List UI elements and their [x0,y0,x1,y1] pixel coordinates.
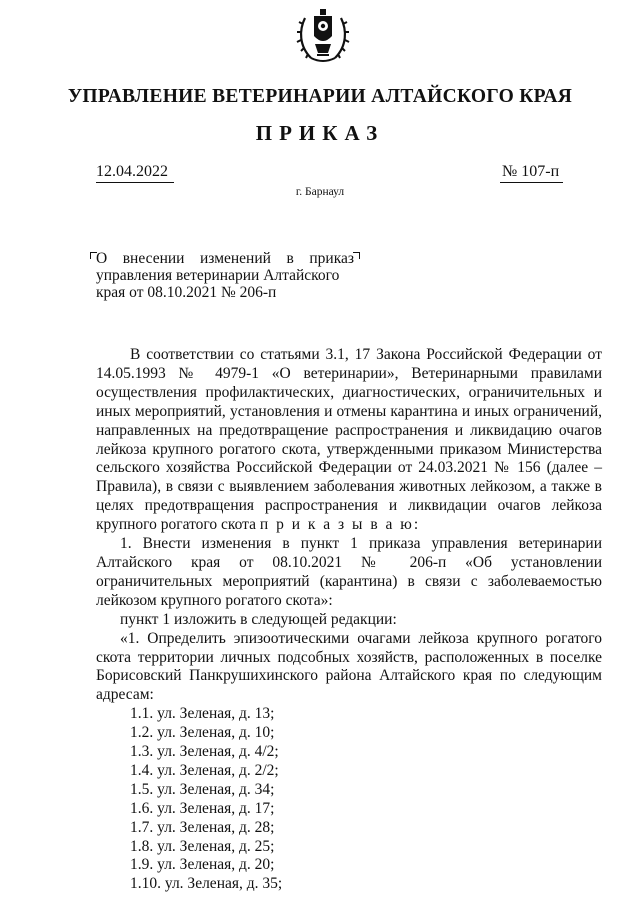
document-subject [96,250,354,301]
coat-of-arms-icon [295,6,351,66]
document-body [96,346,602,894]
list-item: 1.8. ул. Зеленая, д. 25; [130,837,275,855]
document-number: № 107-п [500,162,563,183]
order-word: п р и к а з ы в а ю: [259,516,421,534]
list-item: 1.3. ул. Зеленая, д. 4/2; [130,743,279,761]
list-item: 1.6. ул. Зеленая, д. 17; [130,799,275,817]
list-item: 1.2. ул. Зеленая, д. 10; [130,724,275,742]
document-date: 12.04.2022 [96,162,174,183]
subject-line: управления ветеринарии Алтайского [96,267,340,284]
subject-corner-left [90,252,97,259]
list-item: 1.1. ул. Зеленая, д. 13; [130,705,275,723]
subject-line: О внесении изменений в приказ [96,250,354,267]
item-1-paragraph: 1. Внести изменения в пункт 1 приказа управления ветеринарии Алтайского края от 08.10.2021 № 206-п «Об установлении ограничительных мероприятий (карантина) в связи с заболеваемостью лейкозом крупного рогатого скота»: [96,535,602,609]
subject-corner-right [353,252,360,259]
document-type: ПРИКАЗ [255,121,385,145]
address-list [96,705,602,894]
list-item: 1.4. ул. Зеленая, д. 2/2; [130,761,279,779]
subject-line: края от 08.10.2021 № 206-п [96,284,277,301]
preamble-text: В соответствии со статьями 3.1, 17 Закона Российской Федерации от 14.05.1993 № 4979-1 «О ветеринарии», Ветеринарными правилами осуществления профилактических, диагностических, ограничительных и иных мероприятий, установления и отмены карантина и иных ограничений, направленных на предотвращение распространения и ликвидацию очагов лейкоза крупного рогатого скота, утвержденными приказом Министерства сельского хозяйства Российской Федерации от 24.03.2021 № 156 (далее – Правила), в связи с выявлением заболевания животных лейкозом, а также в целях предотвращения распространения и ликвидации очагов лейкоза крупного рогатого скота [96,346,602,534]
new-text-paragraph: «1. Определить эпизоотическими очагами лейкоза крупного рогатого скота территории личных подсобных хозяйств, расположенных в поселке Борисовский Панкрушихинского района Алтайского края по следующим адресам: [96,629,602,704]
organization-title: УПРАВЛЕНИЕ ВЕТЕРИНАРИИ АЛТАЙСКОГО КРАЯ [67,86,573,107]
list-item: 1.10. ул. Зеленая, д. 35; [130,875,283,893]
list-item: 1.9. ул. Зеленая, д. 20; [130,856,275,874]
list-item: 1.5. ул. Зеленая, д. 34; [130,780,275,798]
document-city: г. Барнаул [295,186,345,198]
preamble-paragraph [96,346,602,535]
item-1-instruction: пункт 1 изложить в следующей редакции: [120,610,397,628]
list-item: 1.7. ул. Зеленая, д. 28; [130,818,275,836]
